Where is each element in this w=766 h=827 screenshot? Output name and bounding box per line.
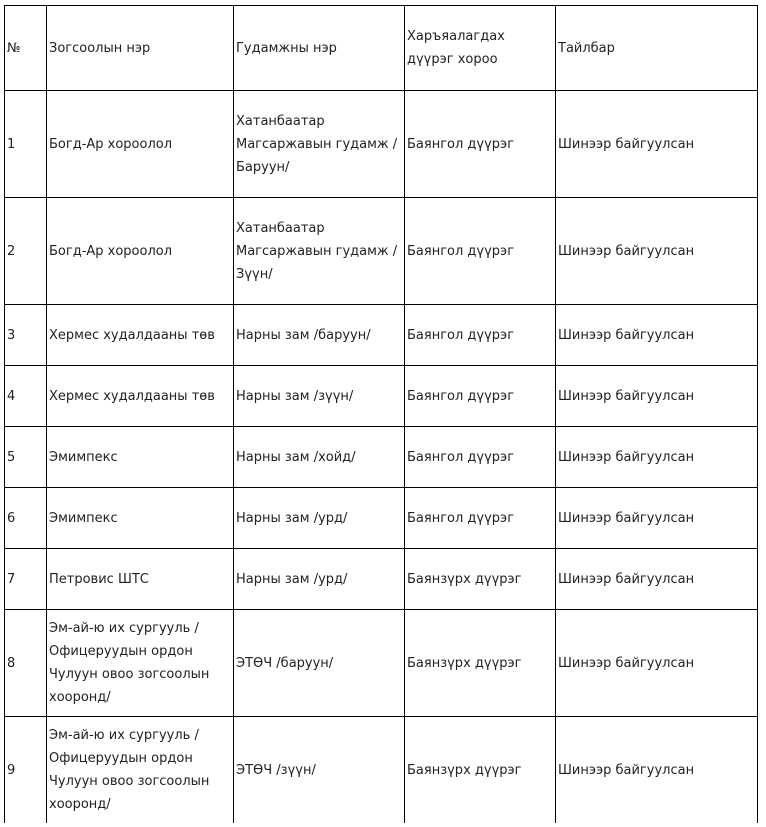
cell-district: Баянгол дүүрэг: [405, 366, 556, 427]
cell-number: 8: [5, 610, 47, 717]
cell-number: 4: [5, 366, 47, 427]
cell-note: Шинээр байгуулсан: [556, 488, 758, 549]
cell-stop-name: Эмимпекс: [47, 488, 234, 549]
table-row: [5, 198, 758, 305]
cell-district: Баянзүрх дүүрэг: [405, 610, 556, 717]
bus-stops-table: [4, 5, 758, 823]
header-note: Тайлбар: [556, 6, 758, 91]
cell-number: 1: [5, 91, 47, 198]
table-header-row: [5, 6, 758, 91]
table-row: [5, 610, 758, 717]
cell-note: Шинээр байгуулсан: [556, 305, 758, 366]
table-row: [5, 427, 758, 488]
cell-number: 9: [5, 717, 47, 824]
header-number: №: [5, 6, 47, 91]
header-stop-name: Зогсоолын нэр: [47, 6, 234, 91]
header-street-name: Гудамжны нэр: [234, 6, 405, 91]
cell-stop-name: Эм-ай-ю их сургууль / Офицеруудын ордон Чулуун овоо зогсоолын хооронд/: [47, 717, 234, 824]
cell-street-name: Хатанбаатар Магсаржавын гудамж /Баруун/: [234, 91, 405, 198]
cell-stop-name: Эмимпекс: [47, 427, 234, 488]
cell-note: Шинээр байгуулсан: [556, 427, 758, 488]
cell-district: Баянгол дүүрэг: [405, 198, 556, 305]
cell-number: 3: [5, 305, 47, 366]
cell-district: Баянгол дүүрэг: [405, 427, 556, 488]
cell-district: Баянгол дүүрэг: [405, 488, 556, 549]
cell-number: 2: [5, 198, 47, 305]
cell-note: Шинээр байгуулсан: [556, 366, 758, 427]
cell-street-name: Нарны зам /хойд/: [234, 427, 405, 488]
table-row: [5, 91, 758, 198]
cell-number: 6: [5, 488, 47, 549]
cell-street-name: Хатанбаатар Магсаржавын гудамж /Зүүн/: [234, 198, 405, 305]
table-row: [5, 488, 758, 549]
cell-stop-name: Хермес худалдааны төв: [47, 366, 234, 427]
cell-street-name: Нарны зам /урд/: [234, 488, 405, 549]
cell-stop-name: Хермес худалдааны төв: [47, 305, 234, 366]
cell-district: Баянзүрх дүүрэг: [405, 717, 556, 824]
cell-street-name: ЭТӨЧ /баруун/: [234, 610, 405, 717]
cell-street-name: ЭТӨЧ /зүүн/: [234, 717, 405, 824]
cell-number: 7: [5, 549, 47, 610]
cell-district: Баянзүрх дүүрэг: [405, 549, 556, 610]
cell-street-name: Нарны зам /баруун/: [234, 305, 405, 366]
cell-stop-name: Богд-Ар хороолол: [47, 91, 234, 198]
cell-note: Шинээр байгуулсан: [556, 91, 758, 198]
cell-street-name: Нарны зам /урд/: [234, 549, 405, 610]
table-row: [5, 549, 758, 610]
cell-stop-name: Петровис ШТС: [47, 549, 234, 610]
cell-note: Шинээр байгуулсан: [556, 549, 758, 610]
cell-number: 5: [5, 427, 47, 488]
table-row: [5, 717, 758, 824]
cell-note: Шинээр байгуулсан: [556, 610, 758, 717]
cell-stop-name: Богд-Ар хороолол: [47, 198, 234, 305]
table-row: [5, 305, 758, 366]
table-row: [5, 366, 758, 427]
cell-note: Шинээр байгуулсан: [556, 198, 758, 305]
header-district: Харъяалагдах дүүрэг хороо: [405, 6, 556, 91]
cell-district: Баянгол дүүрэг: [405, 91, 556, 198]
cell-note: Шинээр байгуулсан: [556, 717, 758, 824]
cell-stop-name: Эм-ай-ю их сургууль / Офицеруудын ордон Чулуун овоо зогсоолын хооронд/: [47, 610, 234, 717]
cell-district: Баянгол дүүрэг: [405, 305, 556, 366]
cell-street-name: Нарны зам /зүүн/: [234, 366, 405, 427]
